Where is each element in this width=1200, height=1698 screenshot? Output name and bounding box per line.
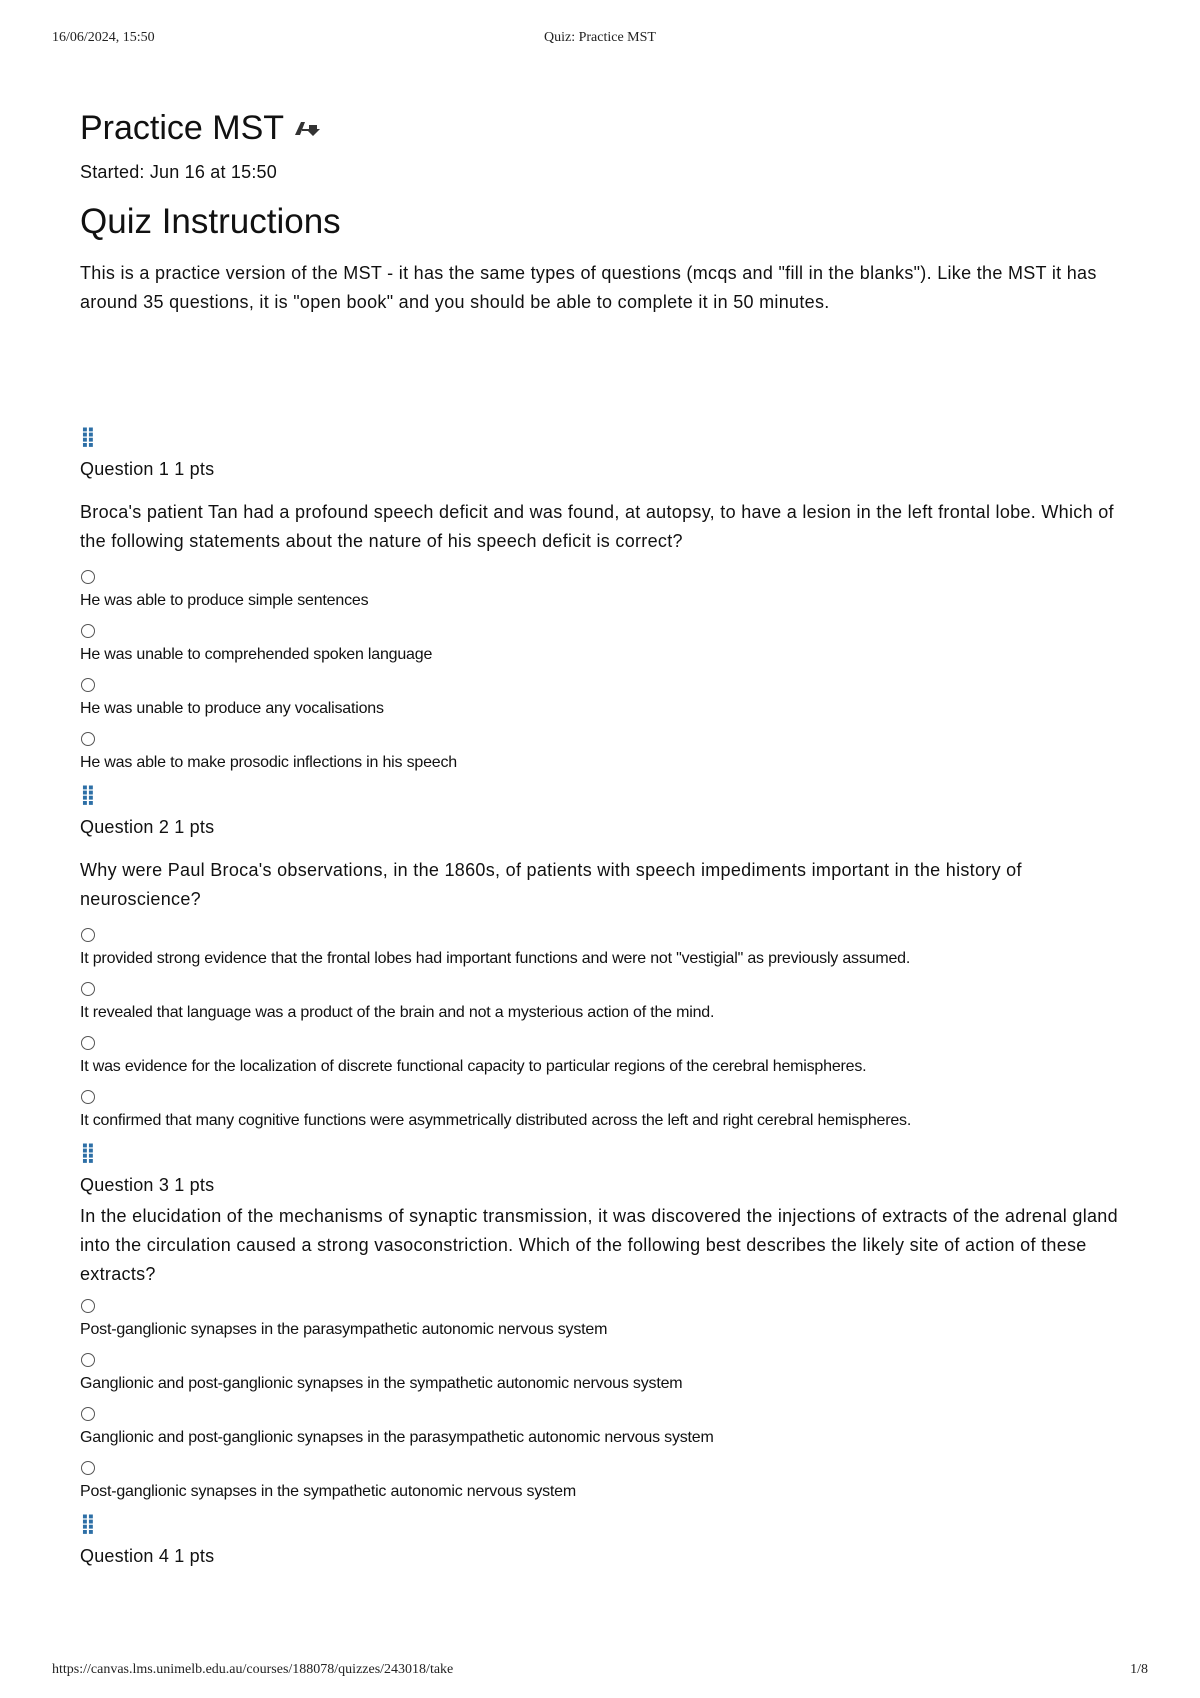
instructions-text: This is a practice version of the MST - it has the same types of questions (mcqs and "fill in the blanks"). Like the MST it has around 35 questions, it is "open book" and you should be able to complete it in 50 minutes.	[80, 263, 1097, 312]
radio-button[interactable]	[81, 1407, 95, 1421]
answer-option[interactable]	[80, 1353, 1120, 1394]
answer-option[interactable]	[80, 1299, 1120, 1340]
radio-button[interactable]	[81, 982, 95, 996]
question-header: Question 3 1 pts	[80, 1175, 215, 1195]
answer-option[interactable]	[80, 1036, 1120, 1077]
answer-option[interactable]	[80, 678, 1120, 719]
question-2	[80, 786, 1120, 1131]
question-3	[80, 1144, 1120, 1502]
answer-label[interactable]: Post-ganglionic synapses in the parasympathetic autonomic nervous system	[80, 1321, 608, 1338]
answer-label[interactable]: He was unable to produce any vocalisations	[80, 700, 384, 717]
radio-button[interactable]	[81, 1036, 95, 1050]
drag-handle-icon[interactable]: ⣿	[80, 784, 94, 806]
question-text: Broca's patient Tan had a profound speech deficit and was found, at autopsy, to have a lesion in the left frontal lobe. Which of the following statements about the nature of his speech deficit is correct?	[80, 502, 1114, 551]
radio-button[interactable]	[81, 570, 95, 584]
radio-button[interactable]	[81, 1090, 95, 1104]
radio-button[interactable]	[81, 1299, 95, 1313]
answer-option[interactable]	[80, 928, 1120, 969]
answer-label[interactable]: Ganglionic and post-ganglionic synapses in the parasympathetic autonomic nervous system	[80, 1429, 714, 1446]
radio-button[interactable]	[81, 678, 95, 692]
answer-label[interactable]: He was able to make prosodic inflections in his speech	[80, 754, 457, 771]
question-header: Question 1 1 pts	[80, 459, 215, 479]
drag-handle-icon[interactable]: ⣿	[80, 426, 94, 448]
answer-option[interactable]	[80, 1090, 1120, 1131]
quiz-title-text: Practice MST	[80, 109, 285, 147]
question-header: Question 2 1 pts	[80, 817, 215, 837]
question-text: In the elucidation of the mechanisms of synaptic transmission, it was discovered the injections of extracts of the adrenal gland into the circulation caused a strong vasoconstriction. Which of the following best describes the likely site of action of these extracts?	[80, 1206, 1118, 1284]
answer-list	[80, 1299, 1120, 1502]
answer-option[interactable]	[80, 1407, 1120, 1448]
started-timestamp: Started: Jun 16 at 15:50	[80, 162, 277, 182]
quiz-intro	[80, 100, 1120, 317]
print-page-number: 1/8	[1130, 1662, 1148, 1677]
answer-option[interactable]	[80, 732, 1120, 773]
instructions-heading: Quiz Instructions	[80, 202, 341, 241]
print-footer	[52, 1662, 1148, 1682]
answer-option[interactable]	[80, 570, 1120, 611]
answer-list	[80, 928, 1120, 1131]
answer-label[interactable]: It was evidence for the localization of discrete functional capacity to particular regions of the cerebral hemispheres.	[80, 1058, 867, 1075]
question-4	[80, 1515, 1120, 1567]
print-url: https://canvas.lms.unimelb.edu.au/courses/188078/quizzes/243018/take	[52, 1662, 454, 1677]
radio-button[interactable]	[81, 732, 95, 746]
answer-option[interactable]	[80, 624, 1120, 665]
drag-handle-icon[interactable]: ⣿	[80, 1513, 94, 1535]
question-text: Why were Paul Broca's observations, in the 1860s, of patients with speech impediments important in the history of neuroscience?	[80, 860, 1022, 909]
answer-list	[80, 570, 1120, 773]
quiz-title	[80, 108, 1120, 148]
answer-label[interactable]: It provided strong evidence that the frontal lobes had important functions and were not "vestigial" as previously assumed.	[80, 950, 911, 967]
question-header: Question 4 1 pts	[80, 1546, 215, 1566]
publish-icon	[292, 117, 322, 139]
radio-button[interactable]	[81, 928, 95, 942]
answer-label[interactable]: He was unable to comprehended spoken language	[80, 646, 433, 663]
answer-label[interactable]: It confirmed that many cognitive functions were asymmetrically distributed across the left and right cerebral hemispheres.	[80, 1112, 912, 1129]
radio-button[interactable]	[81, 1461, 95, 1475]
question-1	[80, 428, 1120, 773]
answer-option[interactable]	[80, 982, 1120, 1023]
answer-label[interactable]: Ganglionic and post-ganglionic synapses in the sympathetic autonomic nervous system	[80, 1375, 683, 1392]
questions-list	[80, 428, 1120, 1567]
answer-label[interactable]: Post-ganglionic synapses in the sympathetic autonomic nervous system	[80, 1483, 576, 1500]
print-header	[52, 30, 1148, 50]
drag-handle-icon[interactable]: ⣿	[80, 1142, 94, 1164]
radio-button[interactable]	[81, 1353, 95, 1367]
print-page-title: Quiz: Practice MST	[544, 30, 656, 45]
answer-option[interactable]	[80, 1461, 1120, 1502]
answer-label[interactable]: He was able to produce simple sentences	[80, 592, 369, 609]
radio-button[interactable]	[81, 624, 95, 638]
print-datetime: 16/06/2024, 15:50	[52, 30, 155, 45]
answer-label[interactable]: It revealed that language was a product of the brain and not a mysterious action of the mind.	[80, 1004, 715, 1021]
